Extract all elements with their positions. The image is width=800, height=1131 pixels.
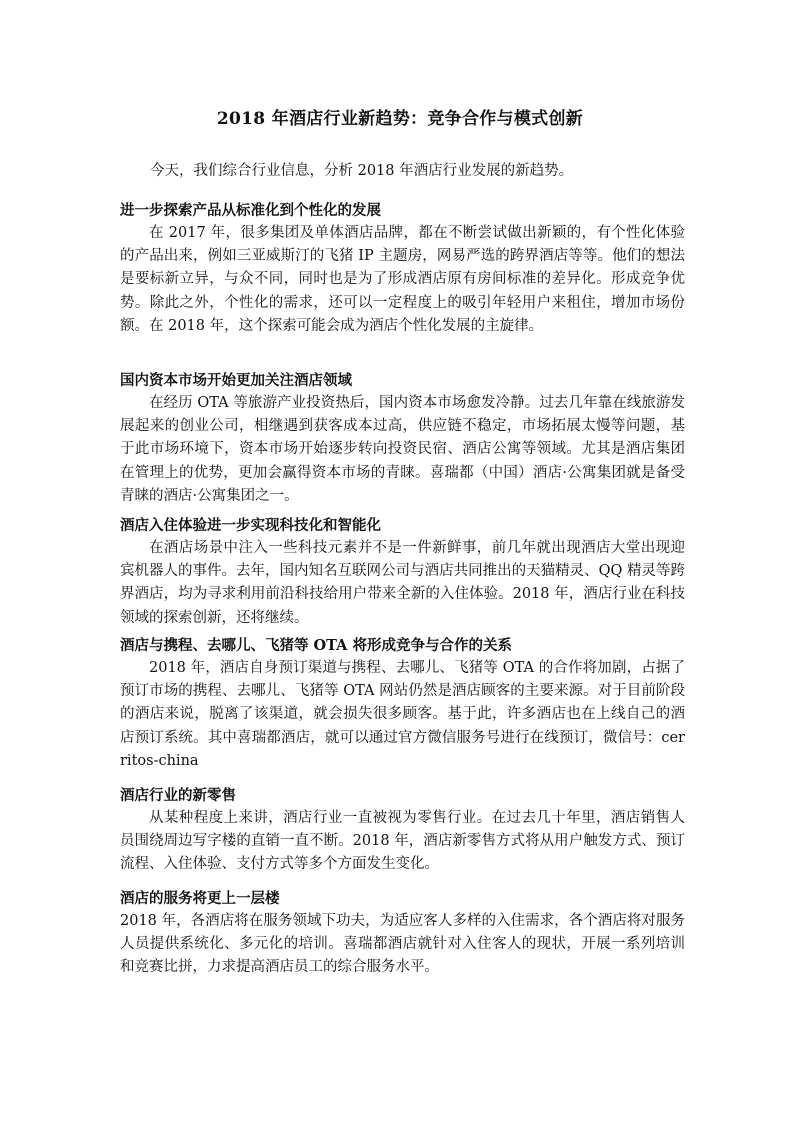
section-body: 在 2017 年，很多集团及单体酒店品牌，都在不断尝试做出新颖的，有个性化体验的产品出来，例如三亚威斯汀的飞猪 IP 主题房，网易严选的跨界酒店等等。他们的想法是要标新立异，与众不同，同时也是为了形成酒店原有房间标准的差异化。形成竞争优势。除此之外，个性化的需求，还可以一定程度上的吸引年轻用户来租住，增加市场份额。在 2018 年，这个探索可能会成为酒店个性化发展的主旋律。 (120, 225, 685, 334)
section-body: 在经历 OTA 等旅游产业投资热后，国内资本市场愈发冷静。过去几年靠在线旅游发展起来的创业公司，相继遇到获客成本过高，供应链不稳定，市场拓展太慢等问题，基于此市场环境下，资本市场开始逐步转向投资民宿、酒店公寓等领域。尤其是酒店集团在管理上的优势，更加会赢得资本市场的青睐。喜瑞都（中国）酒店·公寓集团就是备受青睐的酒店·公寓集团之一。 (120, 395, 685, 504)
section-capital-market (120, 370, 685, 508)
section-heading: 酒店入住体验进一步实现科技化和智能化 (120, 517, 381, 534)
section-tech-experience (120, 515, 685, 630)
section-body: 2018 年，酒店自身预订渠道与携程、去哪儿、飞猪等 OTA 的合作将加剧，占据了预订市场的携程、去哪儿、飞猪等 OTA 网站仍然是酒店顾客的主要来源。对于目前阶段的酒店来说，脱离了该渠道，就会损失很多顾客。基于此，许多酒店也在上线自己的酒店预订系统。其中喜瑞都酒店，就可以通过官方微信服务号进行在线预订，微信号：cerritos-china (120, 660, 685, 769)
section-body: 从某种程度上来讲，酒店行业一直被视为零售行业。在过去几十年里，酒店销售人员围绕周边写字楼的直销一直不断。2018 年，酒店新零售方式将从用户触发方式、预订流程、入住体验、支付方式等多个方面发生变化。 (120, 810, 685, 873)
document-title: 2018 年酒店行业新趋势：竞争合作与模式创新 (216, 109, 584, 129)
section-heading: 酒店行业的新零售 (120, 787, 236, 804)
section-ota-relationship (120, 635, 685, 773)
section-body: 在酒店场景中注入一些科技元素并不是一件新鲜事，前几年就出现酒店大堂出现迎宾机器人的事件。去年，国内知名互联网公司与酒店共同推出的天猫精灵、QQ 精灵等跨界酒店，均为寻求利用前沿科技给用户带来全新的入住体验。2018 年，酒店行业在科技领域的探索创新，还将继续。 (120, 540, 685, 626)
section-heading: 国内资本市场开始更加关注酒店领域 (120, 372, 352, 389)
section-new-retail (120, 785, 685, 877)
section-service-upgrade (120, 888, 685, 980)
section-product-personalization (120, 200, 685, 338)
section-heading: 进一步探索产品从标准化到个性化的发展 (120, 202, 381, 219)
section-heading: 酒店与携程、去哪儿、飞猪等 OTA 将形成竞争与合作的关系 (120, 637, 512, 654)
intro-paragraph: 今天，我们综合行业信息，分析 2018 年酒店行业发展的新趋势。 (150, 163, 574, 179)
section-body: 2018 年，各酒店将在服务领域下功夫，为适应客人多样的入住需求，各个酒店将对服务人员提供系统化、多元化的培训。喜瑞都酒店就针对入住客人的现状，开展一系列培训和竞赛比拼，力求提高酒店员工的综合服务水平。 (120, 913, 685, 976)
section-heading: 酒店的服务将更上一层楼 (120, 890, 280, 907)
